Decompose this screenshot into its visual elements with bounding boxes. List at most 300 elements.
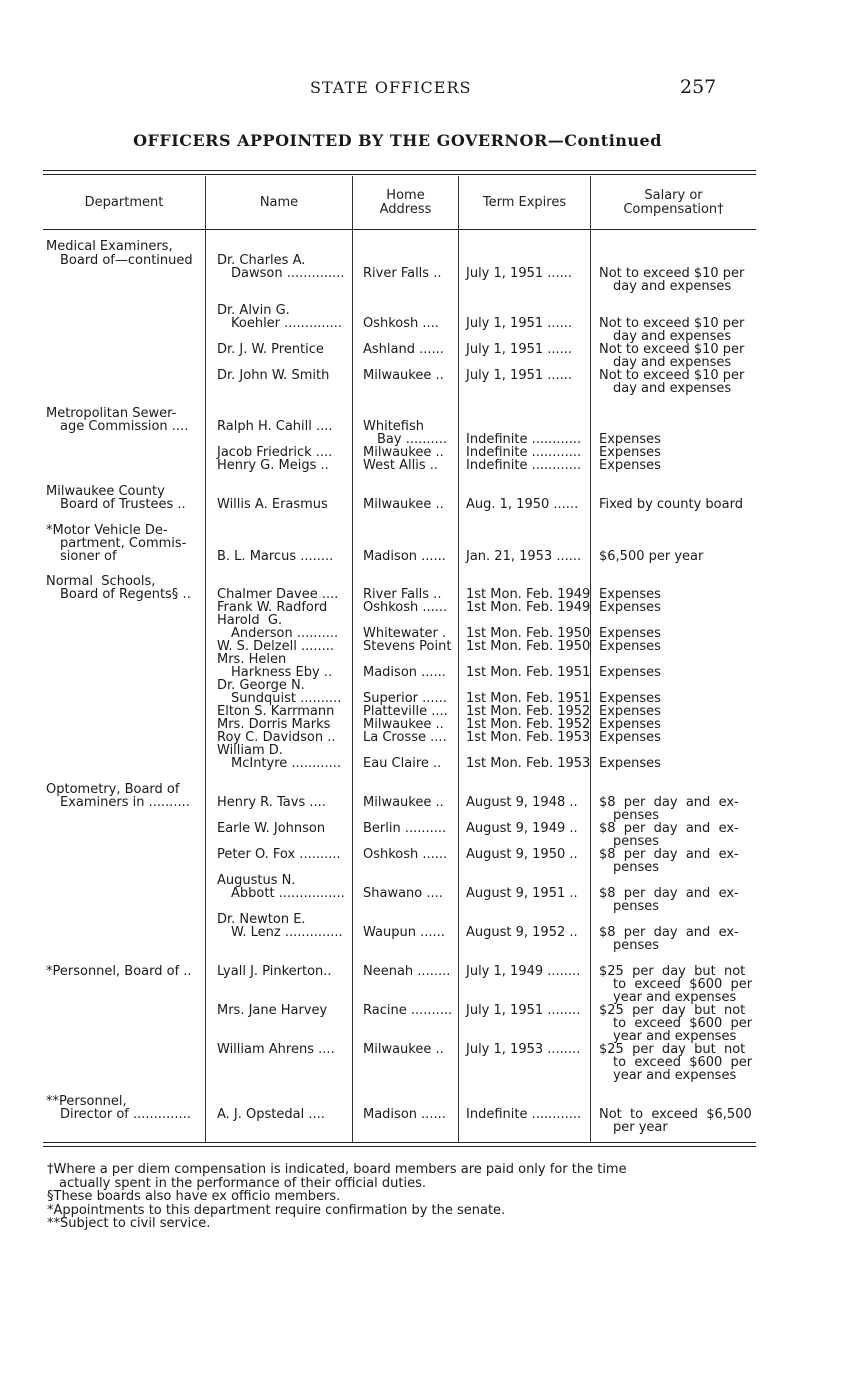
- department-cell: [44, 913, 207, 926]
- salary-cell-text: $8 per day and ex-: [599, 925, 739, 940]
- salary-cell-text: $8 per day and ex-: [599, 886, 739, 901]
- department-cell: [44, 978, 207, 991]
- name-cell: [207, 1056, 355, 1069]
- name-cell: [207, 498, 355, 524]
- name-cell-text: Dr. George N.: [217, 678, 305, 693]
- name-cell-text: Sundquist ..........: [231, 691, 342, 706]
- name-cell-text: W. S. Delzell ........: [217, 639, 334, 654]
- address-cell: [355, 640, 460, 653]
- term-cell-text: August 9, 1950 ..: [466, 847, 578, 862]
- address-cell-text: River Falls ..: [363, 587, 442, 602]
- table-row: [44, 280, 760, 304]
- name-cell: [207, 848, 355, 861]
- name-cell-text: Mrs. Jane Harvey: [217, 1003, 328, 1018]
- name-cell-text: Chalmer Davee ....: [217, 587, 339, 602]
- department-cell: [44, 744, 207, 757]
- term-cell: [460, 343, 593, 356]
- department-cell: [44, 1030, 207, 1043]
- name-cell-text: Harkness Eby ..: [231, 665, 333, 680]
- department-cell: [44, 731, 207, 744]
- table-row: [44, 757, 760, 783]
- table-row: [44, 1121, 760, 1134]
- term-cell: [460, 382, 593, 407]
- department-cell-text: Board of Regents§ ..: [60, 587, 191, 602]
- salary-cell-text: to exceed $600 per: [613, 977, 753, 992]
- term-cell-text: August 9, 1952 ..: [466, 925, 578, 940]
- department-cell: [44, 280, 207, 304]
- address-cell-text: Oshkosh ....: [363, 316, 439, 331]
- department-cell: [44, 330, 207, 343]
- name-cell: [207, 369, 355, 382]
- department-cell: [44, 939, 207, 965]
- salary-cell-text: Fixed by county board: [599, 497, 743, 512]
- department-cell: [44, 757, 207, 783]
- salary-cell-text: $25 per day but not: [599, 1003, 746, 1018]
- address-cell-text: La Crosse ....: [363, 730, 447, 745]
- address-cell-text: Ashland ......: [363, 342, 444, 357]
- department-cell: [44, 900, 207, 913]
- salary-cell-text: to exceed $600 per: [613, 1016, 753, 1031]
- name-cell: [207, 1069, 355, 1095]
- term-cell-text: 1st Mon. Feb. 1951: [466, 665, 591, 680]
- salary-cell: [593, 666, 760, 679]
- term-cell: [460, 1121, 593, 1134]
- table-row: [44, 601, 760, 614]
- term-cell: [460, 407, 593, 420]
- address-cell-text: Whitewater .: [363, 626, 447, 641]
- department-cell: [44, 254, 207, 267]
- term-cell: [460, 666, 593, 679]
- salary-cell-text: year and expenses: [613, 1068, 737, 1083]
- footnote: **Subject to civil service.: [47, 1216, 211, 1231]
- address-cell: [355, 369, 460, 382]
- department-cell-text: *Personnel, Board of ..: [46, 964, 192, 979]
- salary-cell-text: $8 per day and ex-: [599, 821, 739, 836]
- name-cell-text: McIntyre ............: [231, 756, 342, 771]
- address-cell: [355, 666, 460, 679]
- department-cell: [44, 369, 207, 382]
- department-cell: [44, 304, 207, 317]
- department-cell-text: Board of—continued: [60, 253, 193, 268]
- table-row: [44, 640, 760, 653]
- name-cell-text: William Ahrens ....: [217, 1042, 335, 1057]
- salary-cell: [593, 861, 760, 874]
- department-cell: [44, 267, 207, 280]
- term-cell-text: Aug. 1, 1950 ......: [466, 497, 579, 512]
- footnote: †Where a per diem compensation is indicated, board members are paid only for the time: [47, 1162, 627, 1177]
- salary-cell-text: year and expenses: [613, 1029, 737, 1044]
- table-row: [44, 731, 760, 744]
- term-cell: [460, 1004, 593, 1017]
- address-cell-text: Superior ......: [363, 691, 447, 706]
- salary-cell-text: penses: [613, 899, 660, 914]
- page-title: OFFICERS APPOINTED BY THE GOVERNOR—Continued: [133, 131, 662, 150]
- department-cell: [44, 965, 207, 978]
- term-cell: [460, 731, 593, 744]
- term-cell: [460, 1043, 593, 1056]
- department-cell: [44, 1108, 207, 1121]
- department-cell-text: *Motor Vehicle De-: [46, 523, 168, 538]
- address-cell: [355, 1069, 460, 1095]
- term-cell-text: July 1, 1951 ......: [466, 316, 573, 331]
- address-cell: [355, 848, 460, 861]
- top-rule-2: [43, 174, 756, 175]
- salary-cell-text: day and expenses: [613, 279, 732, 294]
- address-cell-text: Madison ......: [363, 549, 446, 564]
- address-cell-text: Oshkosh ......: [363, 600, 448, 615]
- salary-cell: [593, 1069, 760, 1095]
- table-row: [44, 240, 760, 254]
- department-cell-text: Board of Trustees ..: [60, 497, 186, 512]
- department-cell-text: Optometry, Board of: [46, 782, 180, 797]
- term-cell: [460, 459, 593, 485]
- address-cell-text: Waupun ......: [363, 925, 445, 940]
- name-cell: [207, 550, 355, 575]
- department-cell: [44, 382, 207, 407]
- address-cell: [355, 382, 460, 407]
- salary-cell-text: per year: [613, 1120, 668, 1135]
- table-row: [44, 939, 760, 965]
- name-cell: [207, 887, 355, 900]
- salary-cell-text: Expenses: [599, 665, 661, 680]
- term-cell: [460, 848, 593, 861]
- name-cell: [207, 965, 355, 978]
- department-cell: [44, 1121, 207, 1134]
- term-cell: [460, 900, 593, 913]
- salary-cell-text: $25 per day but not: [599, 1042, 746, 1057]
- name-cell-text: Lyall J. Pinkerton..: [217, 964, 332, 979]
- salary-cell-text: Expenses: [599, 691, 661, 706]
- name-cell-text: Dr. Alvin G.: [217, 303, 290, 318]
- address-cell-text: Bay ..........: [377, 432, 448, 447]
- address-cell: [355, 1043, 460, 1056]
- name-cell-text: Jacob Friedrick ....: [217, 445, 333, 460]
- department-cell: [44, 926, 207, 939]
- salary-cell-text: Expenses: [599, 600, 661, 615]
- salary-cell-text: Not to exceed $10 per: [599, 316, 745, 331]
- term-cell-text: 1st Mon. Feb. 1953: [466, 756, 591, 771]
- term-cell: [460, 1108, 593, 1121]
- term-cell-text: 1st Mon. Feb. 1951: [466, 691, 591, 706]
- name-cell: [207, 343, 355, 356]
- term-cell-text: Indefinite ............: [466, 445, 582, 460]
- name-cell: [207, 939, 355, 965]
- department-cell: [44, 796, 207, 809]
- salary-cell-text: penses: [613, 860, 660, 875]
- address-cell: [355, 343, 460, 356]
- term-cell: [460, 524, 593, 537]
- salary-cell-text: Not to exceed $10 per: [599, 368, 745, 383]
- address-cell: [355, 524, 460, 537]
- footnote: *Appointments to this department require confirmation by the senate.: [47, 1202, 506, 1218]
- term-cell: [460, 240, 593, 254]
- name-cell-text: Henry R. Tavs ....: [217, 795, 326, 810]
- name-cell: [207, 926, 355, 939]
- term-cell: [460, 1069, 593, 1095]
- term-cell-text: July 1, 1953 ........: [466, 1042, 581, 1057]
- term-cell-text: 1st Mon. Feb. 1949: [466, 587, 591, 602]
- address-cell: [355, 822, 460, 835]
- name-cell: [207, 267, 355, 280]
- address-cell-text: Madison ......: [363, 1107, 446, 1122]
- name-cell-text: Dr. Charles A.: [217, 253, 306, 268]
- address-cell: [355, 1121, 460, 1134]
- name-cell-text: Dr. Newton E.: [217, 912, 306, 927]
- name-cell-text: Dr. John W. Smith: [217, 368, 330, 383]
- department-cell-text: Metropolitan Sewer-: [46, 406, 177, 421]
- address-cell-text: Oshkosh ......: [363, 847, 448, 862]
- page-number: 257: [680, 76, 717, 98]
- salary-cell-text: penses: [613, 808, 660, 823]
- address-cell: [355, 280, 460, 304]
- name-cell: [207, 1043, 355, 1056]
- name-cell-text: Peter O. Fox ..........: [217, 847, 341, 862]
- department-cell: [44, 887, 207, 900]
- department-cell-text: Medical Examiners,: [46, 239, 173, 254]
- department-cell: [44, 653, 207, 666]
- name-cell: [207, 1017, 355, 1030]
- salary-cell-text: Expenses: [599, 587, 661, 602]
- department-cell: [44, 240, 207, 254]
- name-cell-text: Earle W. Johnson: [217, 821, 326, 836]
- top-rule-1: [43, 170, 756, 171]
- department-cell: [44, 874, 207, 887]
- header-term-expires: Term Expires: [482, 195, 567, 210]
- address-cell: [355, 978, 460, 991]
- address-cell: [355, 601, 460, 614]
- salary-cell-text: Expenses: [599, 730, 661, 745]
- term-cell-text: 1st Mon. Feb. 1950: [466, 639, 591, 654]
- name-cell-text: Elton S. Karrmann: [217, 704, 335, 719]
- department-cell: [44, 640, 207, 653]
- name-cell: [207, 459, 355, 485]
- name-cell-text: B. L. Marcus ........: [217, 549, 334, 564]
- term-cell-text: July 1, 1951 ......: [466, 342, 573, 357]
- department-cell: [44, 692, 207, 705]
- address-cell-text: West Allis ..: [363, 458, 438, 473]
- salary-cell: [593, 939, 760, 965]
- salary-cell-text: Not to exceed $10 per: [599, 266, 745, 281]
- address-cell-text: Platteville ....: [363, 704, 448, 719]
- department-cell: [44, 446, 207, 459]
- department-cell-text: Milwaukee County: [46, 484, 165, 499]
- running-head: [0, 78, 859, 102]
- term-cell: [460, 498, 593, 524]
- header-salary: Salary or Compensation†: [623, 188, 724, 217]
- name-cell-text: Willis A. Erasmus: [217, 497, 328, 512]
- term-cell-text: August 9, 1949 ..: [466, 821, 578, 836]
- address-cell-text: Milwaukee ..: [363, 497, 444, 512]
- address-cell: [355, 1004, 460, 1017]
- department-cell: [44, 1017, 207, 1030]
- salary-cell-text: penses: [613, 938, 660, 953]
- department-cell: [44, 1056, 207, 1069]
- name-cell: [207, 1108, 355, 1121]
- address-cell: [355, 900, 460, 913]
- name-cell: [207, 757, 355, 783]
- department-cell: [44, 848, 207, 861]
- department-cell: [44, 601, 207, 614]
- address-cell-text: Madison ......: [363, 665, 446, 680]
- term-cell: [460, 796, 593, 809]
- salary-cell: [593, 900, 760, 913]
- table-row: [44, 498, 760, 524]
- salary-cell: [593, 550, 760, 575]
- name-cell-text: Dawson ..............: [231, 266, 345, 281]
- term-cell: [460, 887, 593, 900]
- term-cell-text: August 9, 1951 ..: [466, 886, 578, 901]
- term-cell-text: 1st Mon. Feb. 1950: [466, 626, 591, 641]
- address-cell-text: Berlin ..........: [363, 821, 447, 836]
- name-cell-text: Mrs. Dorris Marks: [217, 717, 331, 732]
- table-row: [44, 900, 760, 913]
- address-cell: [355, 757, 460, 783]
- name-cell-text: Ralph H. Cahill ....: [217, 419, 333, 434]
- address-cell: [355, 1056, 460, 1069]
- term-cell-text: 1st Mon. Feb. 1953: [466, 730, 591, 745]
- table-row: [44, 666, 760, 679]
- salary-cell: [593, 280, 760, 304]
- address-cell: [355, 267, 460, 280]
- salary-cell-text: $25 per day but not: [599, 964, 746, 979]
- name-cell-text: Dr. J. W. Prentice: [217, 342, 324, 357]
- footnotes: [47, 1163, 759, 1231]
- term-cell: [460, 939, 593, 965]
- address-cell: [355, 731, 460, 744]
- department-cell: [44, 861, 207, 874]
- department-cell: [44, 459, 207, 485]
- footnote: §These boards also have ex officio members.: [47, 1189, 341, 1204]
- department-cell: [44, 718, 207, 731]
- department-cell: [44, 705, 207, 718]
- department-cell: [44, 627, 207, 640]
- salary-cell: [593, 407, 760, 420]
- table-row: [44, 861, 760, 874]
- bottom-rule-2: [43, 1146, 756, 1147]
- salary-cell: [593, 601, 760, 614]
- salary-cell-text: Expenses: [599, 445, 661, 460]
- name-cell-text: A. J. Opstedal ....: [217, 1107, 325, 1122]
- name-cell-text: W. Lenz ..............: [231, 925, 343, 940]
- term-cell: [460, 1017, 593, 1030]
- address-cell: [355, 240, 460, 254]
- term-cell-text: 1st Mon. Feb. 1952: [466, 704, 591, 719]
- name-cell: [207, 317, 355, 330]
- address-cell-text: Shawano ....: [363, 886, 443, 901]
- department-cell-text: sioner of: [60, 549, 117, 564]
- table-row: [44, 459, 760, 485]
- name-cell: [207, 280, 355, 304]
- address-cell: [355, 1108, 460, 1121]
- department-cell: [44, 1069, 207, 1095]
- department-cell: [44, 317, 207, 330]
- name-cell: [207, 978, 355, 991]
- salary-cell: [593, 757, 760, 783]
- address-cell-text: Milwaukee ..: [363, 445, 444, 460]
- salary-cell: [593, 524, 760, 537]
- salary-cell: [593, 459, 760, 485]
- department-cell: [44, 991, 207, 1004]
- name-cell: [207, 1004, 355, 1017]
- term-cell-text: July 1, 1949 ........: [466, 964, 581, 979]
- department-cell: [44, 614, 207, 627]
- name-cell-text: Mrs. Helen: [217, 652, 287, 667]
- salary-cell-text: Expenses: [599, 639, 661, 654]
- term-cell: [460, 757, 593, 783]
- term-cell: [460, 978, 593, 991]
- header-department: Department: [84, 195, 164, 210]
- address-cell-text: Whitefish: [363, 419, 425, 434]
- salary-cell: [593, 498, 760, 524]
- department-cell: [44, 1043, 207, 1056]
- table-row: [44, 550, 760, 575]
- address-cell: [355, 796, 460, 809]
- salary-cell-text: day and expenses: [613, 329, 732, 344]
- salary-cell: [593, 382, 760, 407]
- address-cell: [355, 459, 460, 485]
- address-cell-text: Neenah ........: [363, 964, 451, 979]
- term-cell-text: July 1, 1951 ......: [466, 368, 573, 383]
- salary-cell-text: day and expenses: [613, 355, 732, 370]
- header-home-address: Home Address: [379, 188, 432, 217]
- address-cell: [355, 498, 460, 524]
- salary-cell: [593, 1121, 760, 1134]
- name-cell-text: William D.: [217, 743, 283, 758]
- address-cell: [355, 887, 460, 900]
- term-cell: [460, 861, 593, 874]
- department-cell: [44, 835, 207, 848]
- salary-cell-text: $8 per day and ex-: [599, 795, 739, 810]
- department-cell-text: **Personnel,: [46, 1094, 127, 1109]
- salary-cell-text: year and expenses: [613, 990, 737, 1005]
- address-cell: [355, 965, 460, 978]
- term-cell: [460, 965, 593, 978]
- salary-cell-text: Expenses: [599, 458, 661, 473]
- term-cell-text: August 9, 1948 ..: [466, 795, 578, 810]
- term-cell: [460, 280, 593, 304]
- term-cell-text: 1st Mon. Feb. 1952: [466, 717, 591, 732]
- salary-cell-text: Expenses: [599, 756, 661, 771]
- term-cell: [460, 550, 593, 575]
- name-cell-text: Roy C. Davidson ..: [217, 730, 336, 745]
- name-cell-text: Koehler ..............: [231, 316, 343, 331]
- term-cell: [460, 267, 593, 280]
- term-cell: [460, 822, 593, 835]
- department-cell: [44, 356, 207, 369]
- department-cell: [44, 679, 207, 692]
- department-cell: [44, 550, 207, 575]
- address-cell: [355, 317, 460, 330]
- address-cell-text: Racine ..........: [363, 1003, 453, 1018]
- name-cell-text: Harold G.: [217, 613, 283, 628]
- department-cell-text: Normal Schools,: [46, 574, 156, 589]
- name-cell-text: Henry G. Meigs ..: [217, 458, 329, 473]
- term-cell-text: Jan. 21, 1953 ......: [466, 549, 582, 564]
- salary-cell-text: $8 per day and ex-: [599, 847, 739, 862]
- address-cell-text: Stevens Point: [363, 639, 452, 654]
- term-cell: [460, 369, 593, 382]
- department-cell: [44, 822, 207, 835]
- department-cell-text: partment, Commis-: [60, 536, 187, 551]
- department-cell: [44, 1004, 207, 1017]
- department-cell: [44, 343, 207, 356]
- term-cell-text: 1st Mon. Feb. 1949: [466, 600, 591, 615]
- table-row: [44, 1069, 760, 1095]
- term-cell: [460, 1056, 593, 1069]
- salary-cell-text: Expenses: [599, 717, 661, 732]
- name-cell-text: Frank W. Radford: [217, 600, 328, 615]
- department-cell: [44, 498, 207, 524]
